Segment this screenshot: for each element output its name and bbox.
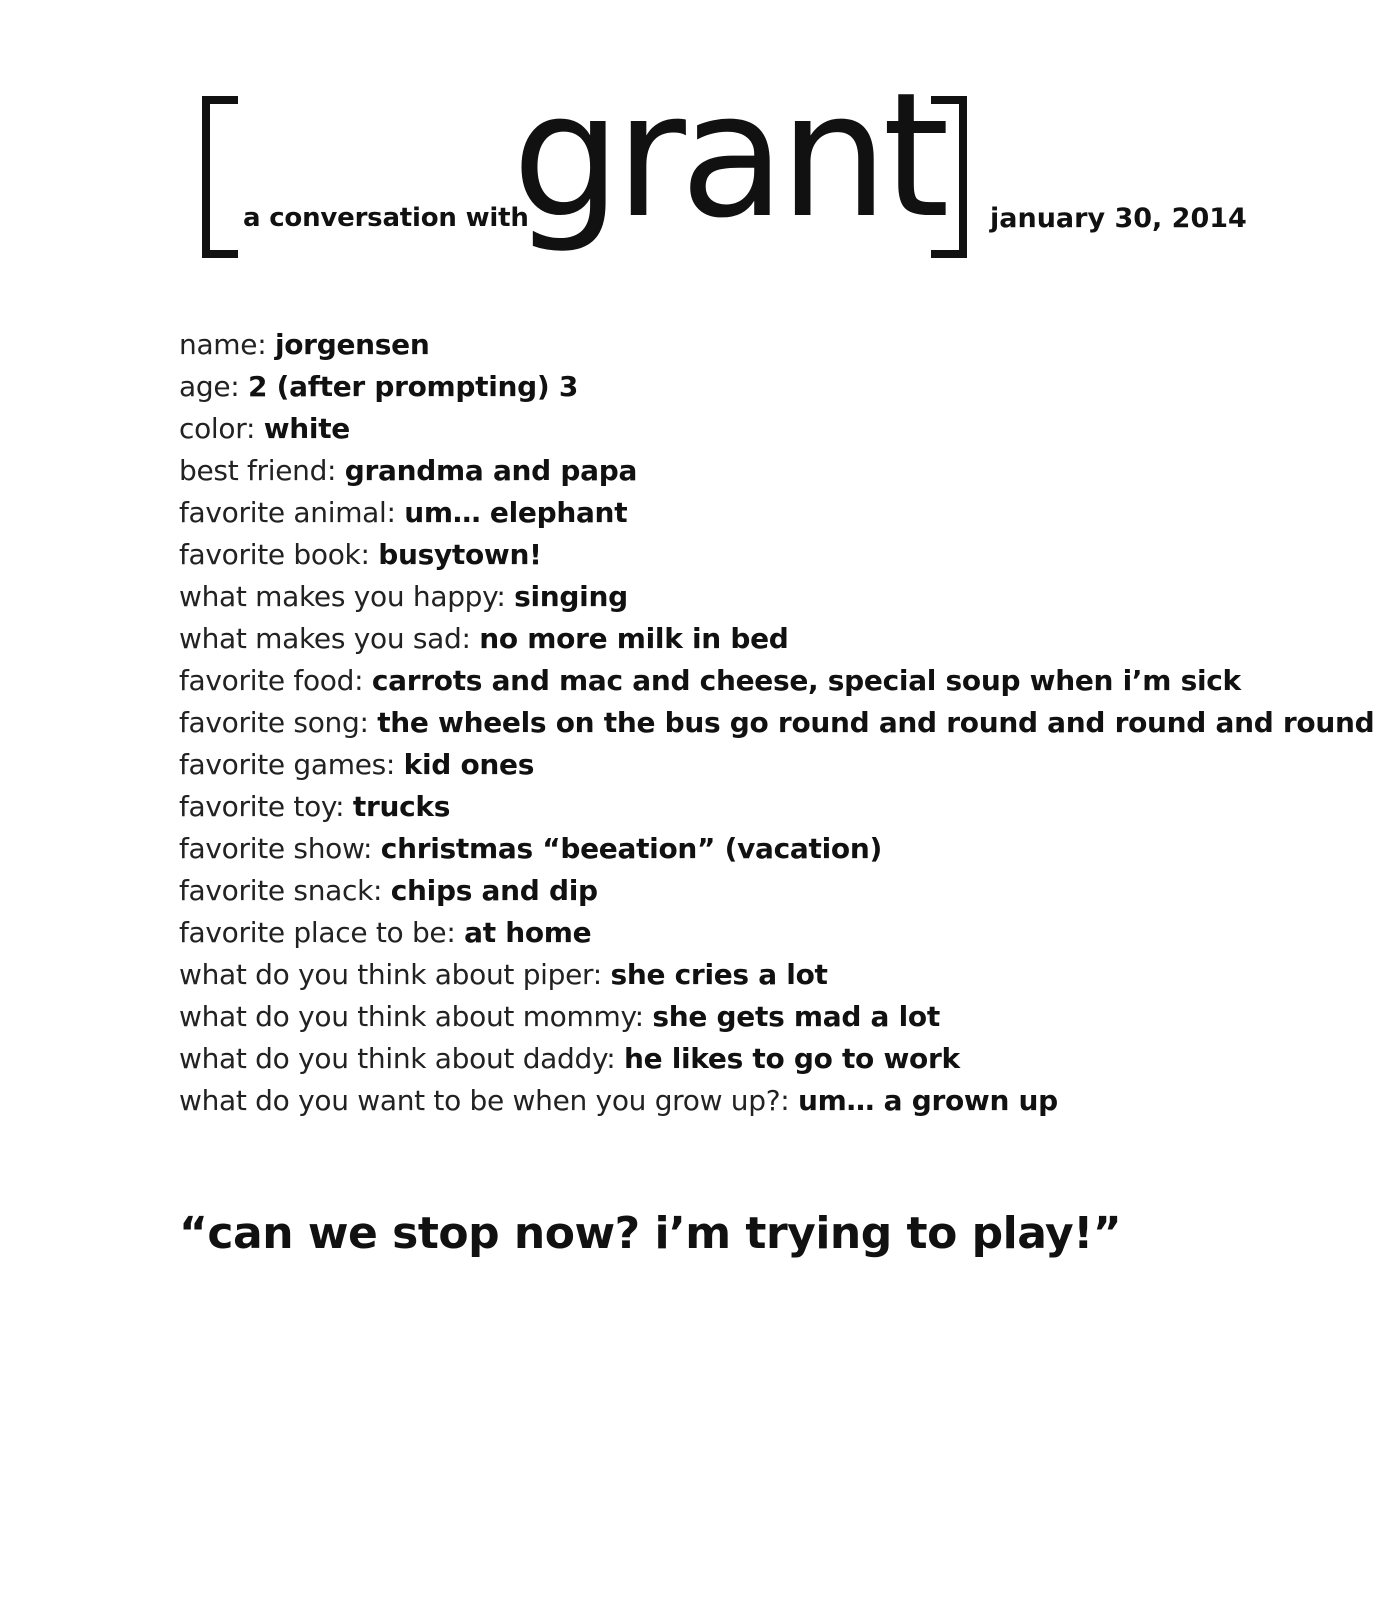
question: favorite book: — [179, 538, 379, 571]
qa-item — [179, 492, 1374, 534]
qa-item — [179, 660, 1374, 702]
answer: um… a grown up — [798, 1084, 1058, 1117]
answer: 2 (after prompting) 3 — [248, 370, 579, 403]
answer: she cries a lot — [610, 958, 828, 991]
question: what do you think about mommy: — [179, 1000, 653, 1033]
closing-quote: “can we stop now? i’m trying to play!” — [179, 1208, 1122, 1259]
qa-item — [179, 408, 1374, 450]
qa-item — [179, 534, 1374, 576]
question: favorite food: — [179, 664, 372, 697]
answer: um… elephant — [404, 496, 628, 529]
answer: no more milk in bed — [479, 622, 789, 655]
title-header — [0, 0, 1378, 300]
question: favorite games: — [179, 748, 404, 781]
qa-item — [179, 954, 1374, 996]
question: what makes you sad: — [179, 622, 480, 655]
right-bracket — [931, 96, 967, 258]
question: favorite snack: — [179, 874, 391, 907]
qa-item — [179, 366, 1374, 408]
qa-item — [179, 744, 1374, 786]
qa-item — [179, 996, 1374, 1038]
question: what do you think about daddy: — [179, 1042, 624, 1075]
question: favorite place to be: — [179, 916, 465, 949]
child-name-title: grant — [512, 55, 944, 256]
qa-item — [179, 618, 1374, 660]
answer: chips and dip — [390, 874, 598, 907]
question: what do you want to be when you grow up?: — [179, 1084, 799, 1117]
qa-item — [179, 702, 1374, 744]
question: favorite song: — [179, 706, 378, 739]
answer: carrots and mac and cheese, special soup when i’m sick — [371, 664, 1241, 697]
answer: singing — [514, 580, 628, 613]
answer: she gets mad a lot — [652, 1000, 940, 1033]
qa-item — [179, 1038, 1374, 1080]
answer: white — [263, 412, 350, 445]
question: what makes you happy: — [179, 580, 515, 613]
answer: at home — [464, 916, 592, 949]
question: what do you think about piper: — [179, 958, 611, 991]
qa-item — [179, 324, 1374, 366]
answer: jorgensen — [274, 328, 430, 361]
qa-item — [179, 912, 1374, 954]
qa-item — [179, 828, 1374, 870]
question: age: — [179, 370, 248, 403]
question: name: — [179, 328, 275, 361]
answer: he likes to go to work — [623, 1042, 960, 1075]
answer: trucks — [352, 790, 451, 823]
left-bracket — [202, 96, 238, 258]
qa-item — [179, 786, 1374, 828]
answer: christmas “beeation” (vacation) — [380, 832, 882, 865]
question: best friend: — [179, 454, 345, 487]
question-answer-list — [179, 324, 1374, 1122]
qa-item — [179, 870, 1374, 912]
answer: grandma and papa — [344, 454, 638, 487]
answer: busytown! — [378, 538, 542, 571]
answer: kid ones — [403, 748, 535, 781]
interview-date: january 30, 2014 — [990, 203, 1247, 234]
qa-item — [179, 576, 1374, 618]
question: favorite animal: — [179, 496, 405, 529]
answer: the wheels on the bus go round and round and round and round — [377, 706, 1375, 739]
qa-item — [179, 1080, 1374, 1122]
question: color: — [179, 412, 264, 445]
qa-item — [179, 450, 1374, 492]
question: favorite toy: — [179, 790, 353, 823]
intro-text: a conversation with — [243, 203, 529, 233]
question: favorite show: — [179, 832, 381, 865]
